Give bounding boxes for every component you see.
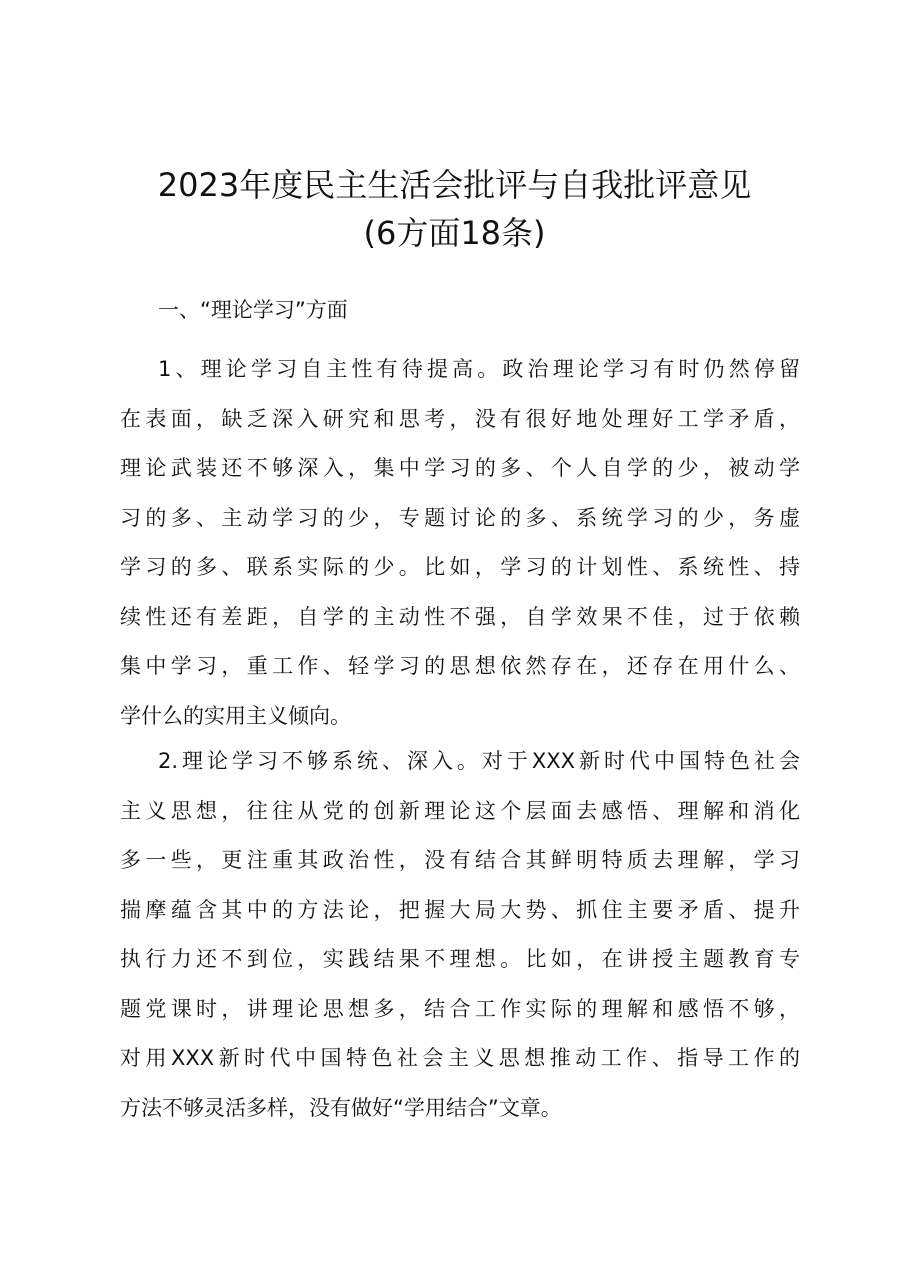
paragraph-line: 执行力还不到位，实践结果不理想。比如，在讲授主题教育专	[120, 947, 800, 971]
paragraph-line: 学习的多、联系实际的少。比如，学习的计划性、系统性、持	[120, 555, 800, 579]
paragraph-line: 对用XXX新时代中国特色社会主义思想推动工作、指导工作的	[120, 1046, 800, 1070]
paragraph-line: 揣摩蕴含其中的方法论，把握大局大势、抓住主要矛盾、提升	[120, 897, 800, 922]
paragraph-line: 续性还有差距，自学的主动性不强，自学效果不佳，过于依赖	[120, 604, 800, 629]
paragraph-line: 多一些，更注重其政治性，没有结合其鲜明特质去理解，学习	[120, 848, 800, 872]
paragraph-1	[120, 345, 800, 741]
paragraph-line: 1、理论学习自主性有待提高。政治理论学习有时仍然停留	[158, 357, 800, 381]
paragraph-line: 集中学习，重工作、轻学习的思想依然存在，还存在用什么、	[120, 654, 800, 678]
paragraph-line: 主义思想，往往从党的创新理论这个层面去感悟、理解和消化	[120, 798, 800, 823]
paragraph-line: 2.理论学习不够系统、深入。对于XXX新时代中国特色社会	[158, 749, 800, 773]
paragraph-line: 方法不够灵活多样，没有做好“学用结合”文章。	[120, 1095, 562, 1120]
document-title-line-1: 2023年度民主生活会批评与自我批评意见	[157, 166, 752, 204]
paragraph-line: 理论武装还不够深入，集中学习的多、个人自学的少，被动学	[120, 456, 800, 480]
section-heading-theory-study: 一、“理论学习”方面	[158, 298, 348, 322]
paragraph-2	[120, 737, 800, 1133]
paragraph-line: 习的多、主动学习的少，专题讨论的多、系统学习的少，务虚	[120, 505, 800, 530]
paragraph-line: 题党课时，讲理论思想多，结合工作实际的理解和感悟不够，	[120, 996, 800, 1021]
document-title-line-2: (6方面18条)	[363, 214, 546, 252]
paragraph-line: 学什么的实用主义倾向。	[120, 703, 351, 728]
paragraph-line: 在表面，缺乏深入研究和思考，没有很好地处理好工学矛盾，	[120, 406, 800, 431]
